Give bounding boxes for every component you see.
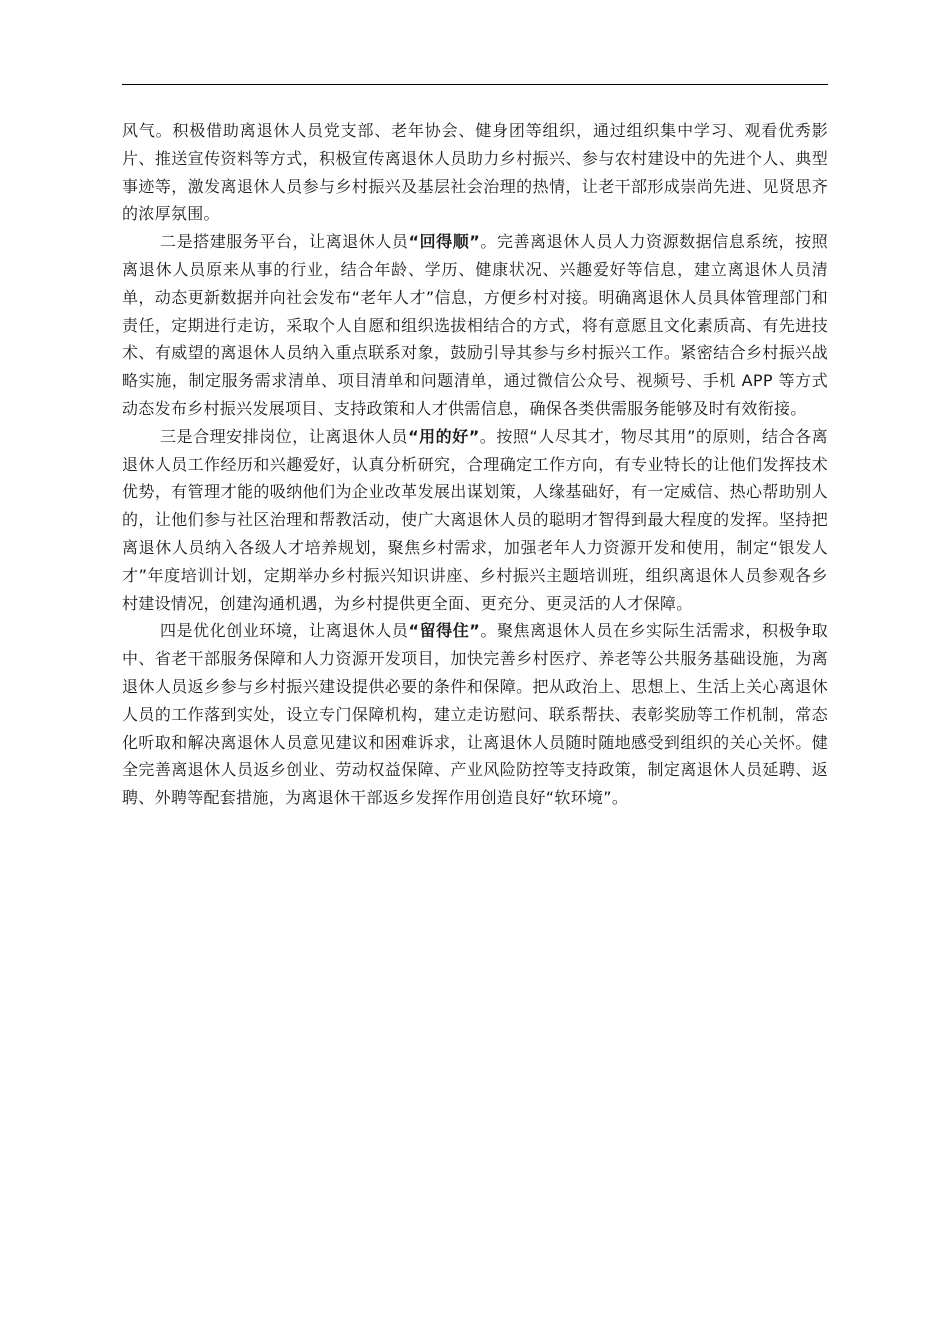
body-text bbox=[122, 117, 828, 812]
paragraph-4-lead: 四是优化创业环境，让离退休人员 bbox=[160, 621, 409, 641]
paragraph-3 bbox=[122, 423, 828, 618]
paragraph-3-text: 。按照“人尽其才，物尽其用”的原则，结合各离退休人员工作经历和兴趣爱好，认真分析研究，合理确定工作方向，有专业特长的让他们发挥技术优势，有管理才能的吸纳他们为企业改革发展出谋划策，人缘基础好，有一定威信、热心帮助别人的，让他们参与社区治理和帮教活动，使广大离退休人员的聪明才智得到最大程度的发挥。坚持把离退休人员纳入各级人才培养规划，聚焦乡村需求，加强老年人力资源开发和使用，制定“银发人才”年度培训计划，定期举办乡村振兴知识讲座、乡村振兴主题培训班，组织离退休人员参观各乡村建设情况，创建沟通机遇，为乡村提供更全面、更充分、更灵活的人才保障。 bbox=[122, 426, 828, 613]
paragraph-2 bbox=[122, 228, 828, 423]
paragraph-2-lead: 二是搭建服务平台，让离退休人员 bbox=[160, 232, 409, 252]
paragraph-3-quote: “用的好” bbox=[408, 426, 480, 446]
paragraph-2-quote: “回得顺” bbox=[408, 232, 481, 252]
paragraph-1 bbox=[122, 117, 828, 228]
paragraph-2-text: 。完善离退休人员人力资源数据信息系统，按照离退休人员原来从事的行业，结合年龄、学历、健康状况、兴趣爱好等信息，建立离退休人员清单，动态更新数据并向社会发布“老年人才”信息，方便乡村对接。明确离退休人员具体管理部门和责任，定期进行走访，采取个人自愿和组织选拔相结合的方式，将有意愿且文化素质高、有先进技术、有威望的离退休人员纳入重点联系对象，鼓励引导其参与乡村振兴工作。紧密结合乡村振兴战略实施，制定服务需求清单、项目清单和问题清单，通过微信公众号、视频号、手机 APP 等方式动态发布乡村振兴发展项目、支持政策和人才供需信息，确保各类供需服务能够及时有效衔接。 bbox=[122, 232, 828, 418]
paragraph-4-text: 。聚焦离退休人员在乡实际生活需求，积极争取中、省老干部服务保障和人力资源开发项目，加快完善乡村医疗、养老等公共服务基础设施，为离退休人员返乡参与乡村振兴建设提供必要的条件和保障。把从政治上、思想上、生活上关心离退休人员的工作落到实处，设立专门保障机构，建立走访慰问、联系帮扶、表彰奖励等工作机制，常态化听取和解决离退休人员意见建议和困难诉求，让离退休人员随时随地感受到组织的关心关怀。健全完善离退休人员返乡创业、劳动权益保障、产业风险防控等支持政策，制定离退休人员延聘、返聘、外聘等配套措施，为离退休干部返乡发挥作用创造良好“软环境”。 bbox=[122, 621, 828, 808]
header-rule bbox=[122, 84, 828, 85]
paragraph-4 bbox=[122, 617, 828, 812]
paragraph-4-quote: “留得住” bbox=[408, 621, 481, 641]
paragraph-3-lead: 三是合理安排岗位，让离退休人员 bbox=[160, 426, 409, 446]
paragraph-1-text: 风气。积极借助离退休人员党支部、老年协会、健身团等组织，通过组织集中学习、观看优秀影片、推送宣传资料等方式，积极宣传离退休人员助力乡村振兴、参与农村建设中的先进个人、典型事迹等，激发离退休人员参与乡村振兴及基层社会治理的热情，让老干部形成崇尚先进、见贤思齐的浓厚氛围。 bbox=[122, 121, 828, 224]
